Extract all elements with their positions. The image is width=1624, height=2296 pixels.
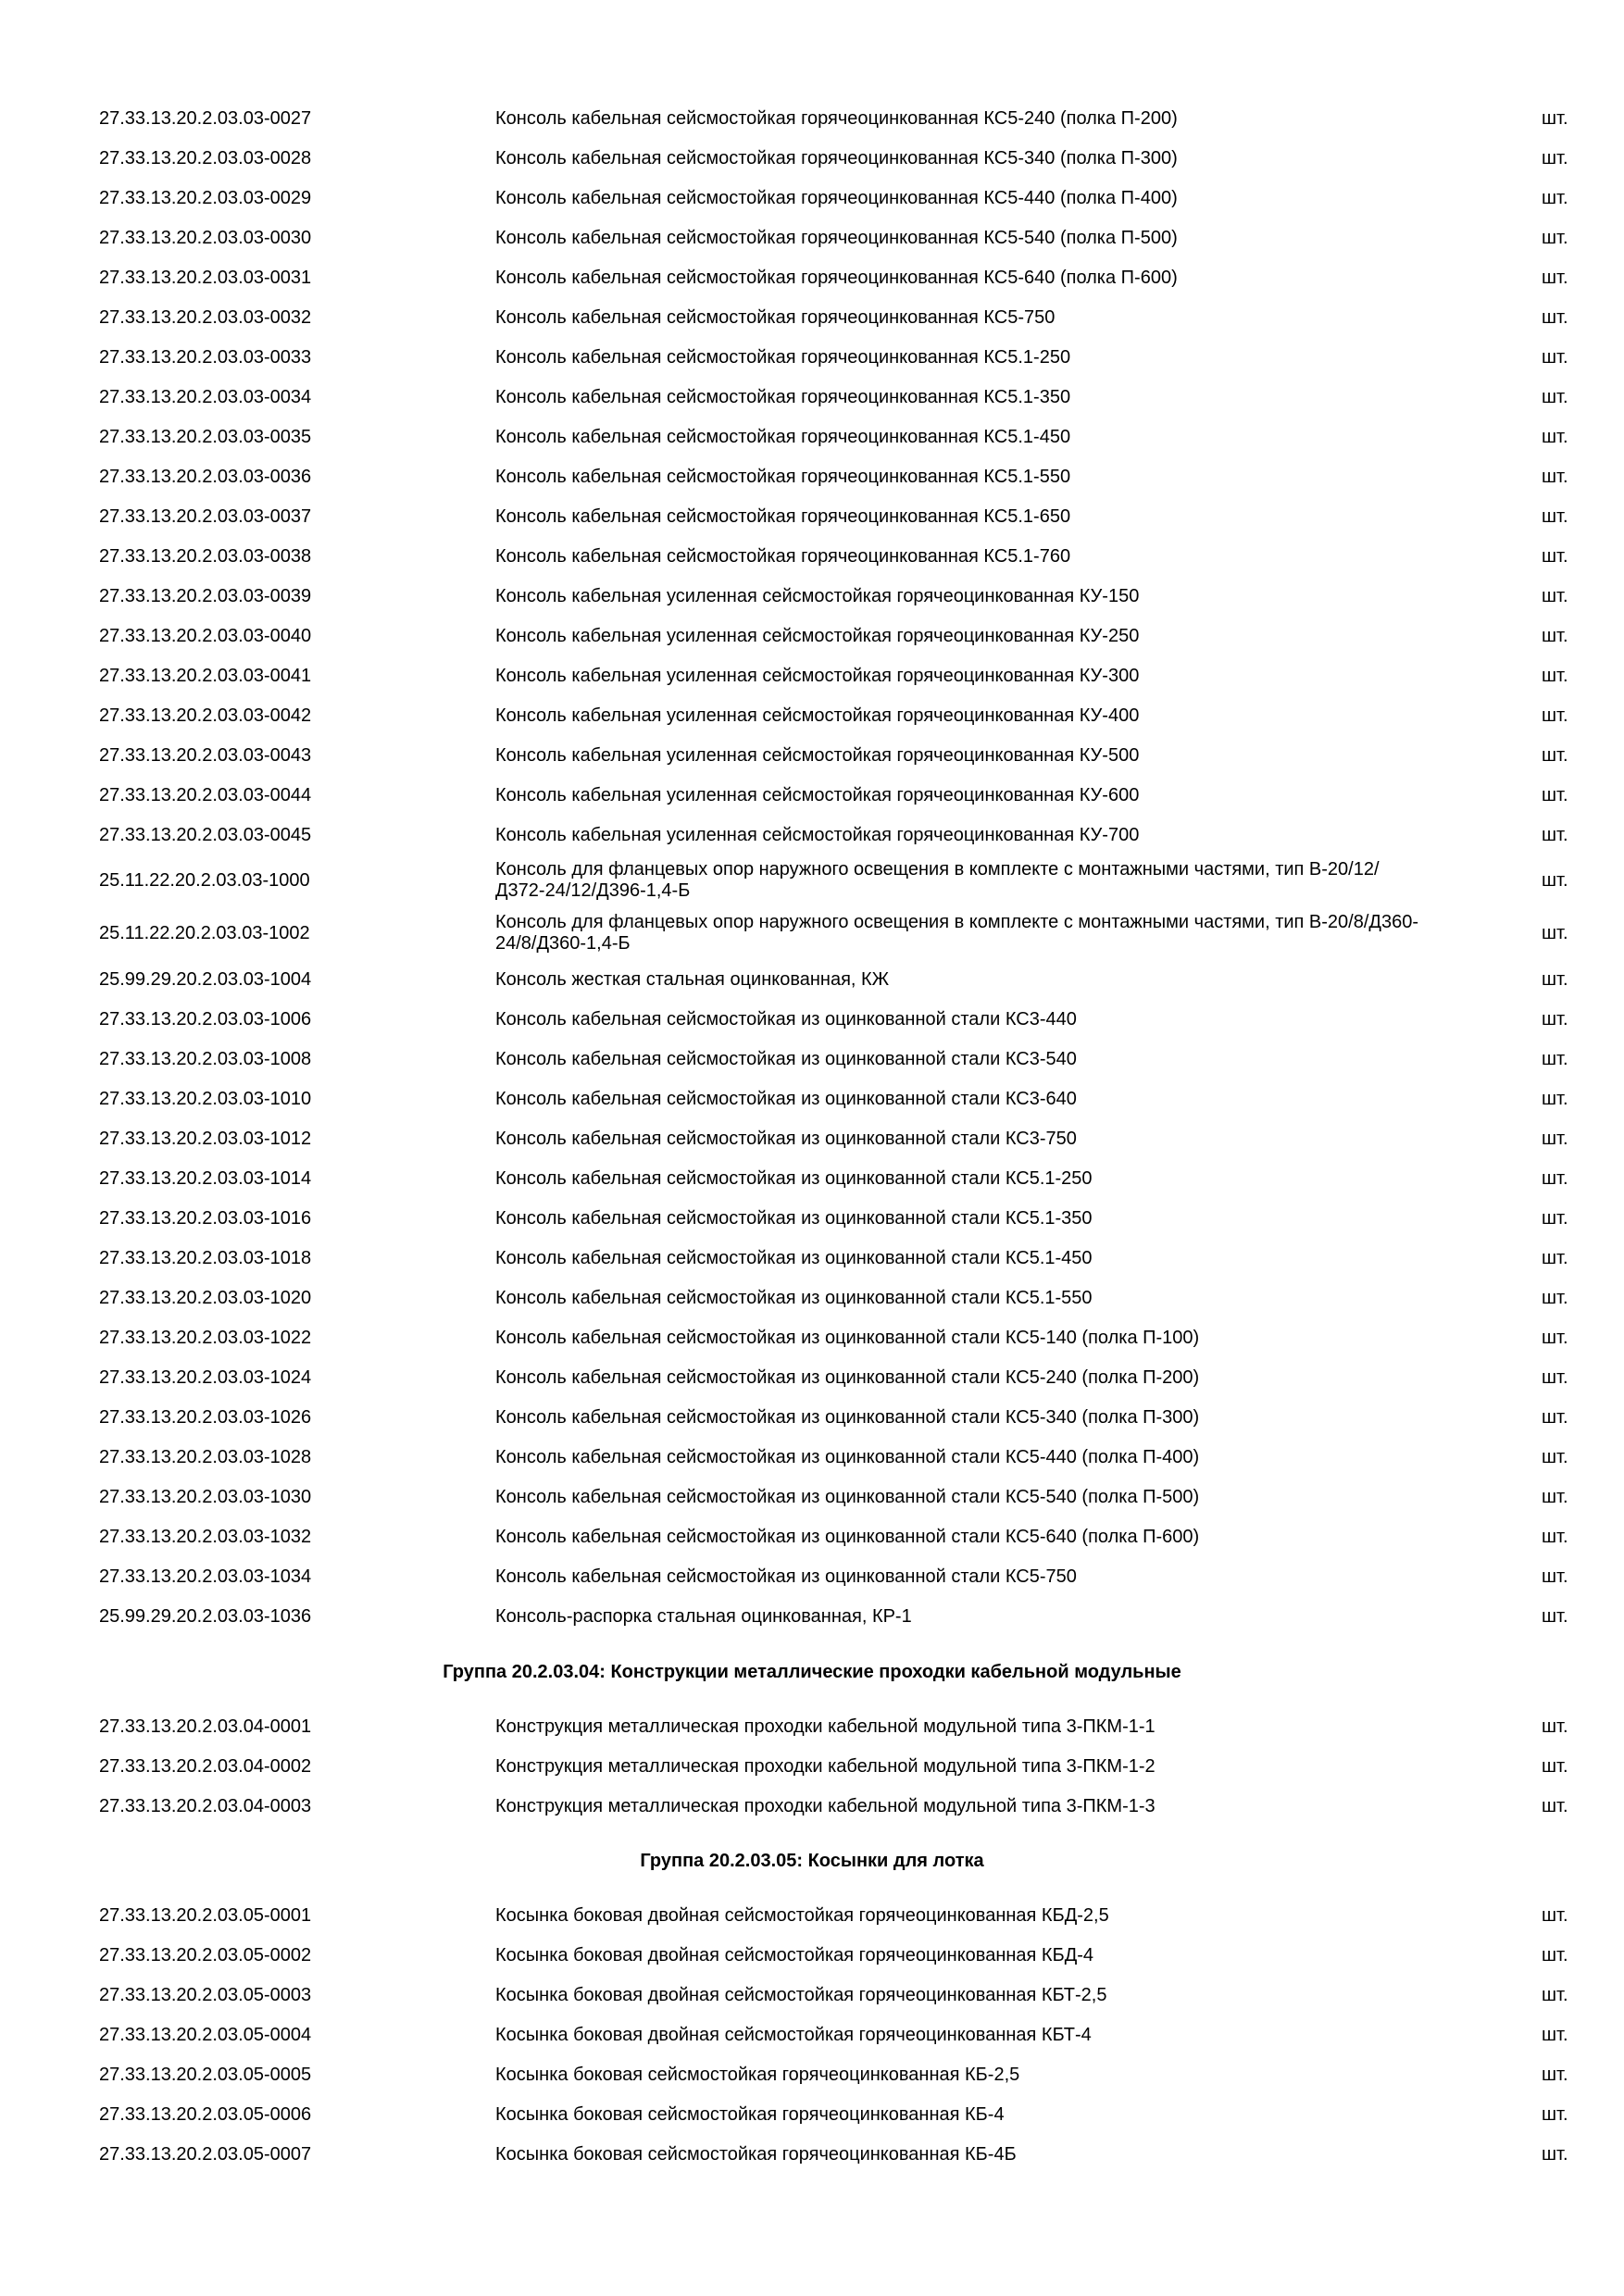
- item-unit: шт.: [1542, 870, 1568, 891]
- item-code: 27.33.13.20.2.03.05-0001: [99, 1905, 312, 1926]
- item-unit: шт.: [1542, 1527, 1568, 1547]
- item-code: 27.33.13.20.2.03.03-0030: [99, 228, 312, 248]
- item-code: 27.33.13.20.2.03.03-1014: [99, 1168, 312, 1189]
- item-unit: шт.: [1542, 1288, 1568, 1308]
- item-unit: шт.: [1542, 745, 1568, 766]
- item-code: 27.33.13.20.2.03.03-1008: [99, 1049, 312, 1069]
- item-name: Конструкция металлическая проходки кабельной модульной типа 3-ПКМ-1-1: [495, 1716, 1156, 1737]
- item-unit: шт.: [1542, 586, 1568, 606]
- item-code: 27.33.13.20.2.03.03-0031: [99, 268, 312, 288]
- item-name: Консоль кабельная сейсмостойкая из оцинкованной стали КС3-750: [495, 1129, 1077, 1149]
- item-name: Консоль кабельная усиленная сейсмостойкая горячеоцинкованная КУ-500: [495, 745, 1140, 766]
- item-unit: шт.: [1542, 1009, 1568, 1029]
- item-name: Консоль кабельная сейсмостойкая из оцинкованной стали КС5-750: [495, 1566, 1077, 1587]
- item-code: 27.33.13.20.2.03.04-0001: [99, 1716, 312, 1737]
- item-code: 27.33.13.20.2.03.03-0044: [99, 785, 312, 805]
- item-code: 27.33.13.20.2.03.03-0045: [99, 825, 312, 845]
- item-code: 27.33.13.20.2.03.03-0033: [99, 347, 312, 368]
- item-code: 27.33.13.20.2.03.05-0005: [99, 2065, 312, 2085]
- item-unit: шт.: [1542, 1756, 1568, 1777]
- item-unit: шт.: [1542, 387, 1568, 407]
- item-name: Косынка боковая сейсмостойкая горячеоцинкованная КБ-2,5: [495, 2065, 1020, 2085]
- item-name: Консоль кабельная сейсмостойкая горячеоцинкованная КС5-340 (полка П-300): [495, 148, 1178, 168]
- item-name: Консоль кабельная сейсмостойкая горячеоцинкованная КС5-240 (полка П-200): [495, 108, 1178, 129]
- item-unit: шт.: [1542, 1049, 1568, 1069]
- item-unit: шт.: [1542, 268, 1568, 288]
- item-code: 27.33.13.20.2.03.03-0032: [99, 307, 312, 328]
- item-unit: шт.: [1542, 1248, 1568, 1268]
- item-code: 27.33.13.20.2.03.03-1018: [99, 1248, 312, 1268]
- item-code: 27.33.13.20.2.03.05-0007: [99, 2144, 312, 2165]
- item-unit: шт.: [1542, 785, 1568, 805]
- item-name: Консоль кабельная сейсмостойкая из оцинкованной стали КС5-340 (полка П-300): [495, 1407, 1200, 1428]
- item-code: 27.33.13.20.2.03.03-0042: [99, 705, 312, 726]
- item-unit: шт.: [1542, 148, 1568, 168]
- item-name: Консоль кабельная сейсмостойкая из оцинкованной стали КС5-540 (полка П-500): [495, 1487, 1200, 1507]
- item-name: Косынка боковая двойная сейсмостойкая горячеоцинкованная КБТ-4: [495, 2025, 1092, 2045]
- item-unit: шт.: [1542, 1945, 1568, 1965]
- item-code: 27.33.13.20.2.03.03-1020: [99, 1288, 312, 1308]
- item-name: Консоль для фланцевых опор наружного освещения в комплекте с монтажными частями, тип В-20/12/Д372-24/12/Д396-1,4-Б: [495, 859, 1380, 901]
- item-name: Косынка боковая двойная сейсмостойкая горячеоцинкованная КБТ-2,5: [495, 1985, 1107, 2005]
- item-code: 27.33.13.20.2.03.05-0002: [99, 1945, 312, 1965]
- item-unit: шт.: [1542, 467, 1568, 487]
- item-code: 27.33.13.20.2.03.03-1006: [99, 1009, 312, 1029]
- item-code: 27.33.13.20.2.03.03-1026: [99, 1407, 312, 1428]
- item-code: 27.33.13.20.2.03.03-0043: [99, 745, 312, 766]
- item-name: Консоль кабельная сейсмостойкая из оцинкованной стали КС3-640: [495, 1089, 1077, 1109]
- item-unit: шт.: [1542, 1447, 1568, 1467]
- item-name: Консоль жесткая стальная оцинкованная, КЖ: [495, 969, 890, 990]
- item-code: 27.33.13.20.2.03.03-0035: [99, 427, 312, 447]
- item-name: Консоль кабельная сейсмостойкая из оцинкованной стали КС5-440 (полка П-400): [495, 1447, 1200, 1467]
- item-name: Консоль кабельная сейсмостойкая горячеоцинкованная КС5-640 (полка П-600): [495, 268, 1178, 288]
- item-code: 27.33.13.20.2.03.03-0028: [99, 148, 312, 168]
- item-code: 27.33.13.20.2.03.03-1032: [99, 1527, 312, 1547]
- item-name: Конструкция металлическая проходки кабельной модульной типа 3-ПКМ-1-2: [495, 1756, 1156, 1777]
- item-unit: шт.: [1542, 969, 1568, 990]
- item-name: Консоль кабельная сейсмостойкая из оцинкованной стали КС3-540: [495, 1049, 1077, 1069]
- item-unit: шт.: [1542, 923, 1568, 943]
- item-name: Консоль кабельная сейсмостойкая из оцинкованной стали КС5-140 (полка П-100): [495, 1328, 1200, 1348]
- item-name: Консоль кабельная усиленная сейсмостойкая горячеоцинкованная КУ-600: [495, 785, 1140, 805]
- item-name: Консоль кабельная сейсмостойкая из оцинкованной стали КС5.1-550: [495, 1288, 1093, 1308]
- item-name: Консоль кабельная усиленная сейсмостойкая горячеоцинкованная КУ-150: [495, 586, 1140, 606]
- item-unit: шт.: [1542, 1716, 1568, 1737]
- item-code: 27.33.13.20.2.03.03-0040: [99, 626, 312, 646]
- item-code: 25.11.22.20.2.03.03-1000: [99, 870, 310, 891]
- item-unit: шт.: [1542, 347, 1568, 368]
- item-unit: шт.: [1542, 1367, 1568, 1388]
- item-name: Консоль кабельная сейсмостойкая горячеоцинкованная КС5.1-250: [495, 347, 1071, 368]
- item-code: 27.33.13.20.2.03.03-1022: [99, 1328, 312, 1348]
- item-name: Консоль кабельная сейсмостойкая горячеоцинкованная КС5.1-650: [495, 506, 1071, 527]
- item-name: Консоль кабельная усиленная сейсмостойкая горячеоцинкованная КУ-700: [495, 825, 1140, 845]
- item-code: 27.33.13.20.2.03.05-0003: [99, 1985, 312, 2005]
- item-name: Консоль кабельная сейсмостойкая горячеоцинкованная КС5.1-760: [495, 546, 1071, 567]
- item-name: Консоль-распорка стальная оцинкованная, КР-1: [495, 1606, 912, 1627]
- item-unit: шт.: [1542, 188, 1568, 208]
- item-name: Консоль кабельная усиленная сейсмостойкая горячеоцинкованная КУ-400: [495, 705, 1140, 726]
- item-name: Консоль кабельная усиленная сейсмостойкая горячеоцинкованная КУ-250: [495, 626, 1140, 646]
- item-code: 27.33.13.20.2.03.04-0003: [99, 1796, 312, 1816]
- item-code: 27.33.13.20.2.03.03-0039: [99, 586, 312, 606]
- item-name: Консоль кабельная сейсмостойкая горячеоцинкованная КС5.1-450: [495, 427, 1071, 447]
- item-unit: шт.: [1542, 2104, 1568, 2125]
- item-unit: шт.: [1542, 1487, 1568, 1507]
- item-name: Консоль кабельная сейсмостойкая из оцинкованной стали КС5.1-250: [495, 1168, 1093, 1189]
- item-name: Консоль кабельная сейсмостойкая горячеоцинкованная КС5-750: [495, 307, 1056, 328]
- item-unit: шт.: [1542, 1089, 1568, 1109]
- item-name: Консоль кабельная сейсмостойкая из оцинкованной стали КС5-240 (полка П-200): [495, 1367, 1200, 1388]
- item-unit: шт.: [1542, 2144, 1568, 2165]
- item-name: Консоль кабельная сейсмостойкая из оцинкованной стали КС5.1-450: [495, 1248, 1093, 1268]
- item-unit: шт.: [1542, 1985, 1568, 2005]
- item-name: Консоль для фланцевых опор наружного освещения в комплекте с монтажными частями, тип В-20/8/Д360-24/8/Д360-1,4-Б: [495, 912, 1418, 954]
- item-unit: шт.: [1542, 705, 1568, 726]
- item-code: 27.33.13.20.2.03.03-1030: [99, 1487, 312, 1507]
- item-code: 27.33.13.20.2.03.03-0034: [99, 387, 312, 407]
- item-name: Консоль кабельная сейсмостойкая из оцинкованной стали КС3-440: [495, 1009, 1077, 1029]
- item-code: 25.99.29.20.2.03.03-1004: [99, 969, 312, 990]
- item-unit: шт.: [1542, 626, 1568, 646]
- item-name: Консоль кабельная сейсмостойкая горячеоцинкованная КС5-440 (полка П-400): [495, 188, 1178, 208]
- item-unit: шт.: [1542, 1208, 1568, 1229]
- item-code: 27.33.13.20.2.03.05-0004: [99, 2025, 312, 2045]
- item-unit: шт.: [1542, 1129, 1568, 1149]
- item-unit: шт.: [1542, 546, 1568, 567]
- item-unit: шт.: [1542, 666, 1568, 686]
- item-name: Консоль кабельная сейсмостойкая из оцинкованной стали КС5-640 (полка П-600): [495, 1527, 1200, 1547]
- item-code: 27.33.13.20.2.03.03-1012: [99, 1129, 312, 1149]
- item-name: Косынка боковая двойная сейсмостойкая горячеоцинкованная КБД-4: [495, 1945, 1094, 1965]
- item-code: 27.33.13.20.2.03.03-0036: [99, 467, 312, 487]
- item-name: Косынка боковая сейсмостойкая горячеоцинкованная КБ-4: [495, 2104, 1005, 2125]
- item-unit: шт.: [1542, 2025, 1568, 2045]
- item-code: 25.99.29.20.2.03.03-1036: [99, 1606, 312, 1627]
- item-code: 27.33.13.20.2.03.03-1024: [99, 1367, 312, 1388]
- item-unit: шт.: [1542, 228, 1568, 248]
- item-name: Консоль кабельная усиленная сейсмостойкая горячеоцинкованная КУ-300: [495, 666, 1140, 686]
- item-code: 27.33.13.20.2.03.03-1034: [99, 1566, 312, 1587]
- item-unit: шт.: [1542, 1566, 1568, 1587]
- item-code: 27.33.13.20.2.03.03-1028: [99, 1447, 312, 1467]
- item-unit: шт.: [1542, 1407, 1568, 1428]
- item-unit: шт.: [1542, 307, 1568, 328]
- item-name: Косынка боковая двойная сейсмостойкая горячеоцинкованная КБД-2,5: [495, 1905, 1109, 1926]
- item-code: 27.33.13.20.2.03.03-0027: [99, 108, 312, 129]
- item-code: 27.33.13.20.2.03.03-0038: [99, 546, 312, 567]
- item-code: 27.33.13.20.2.03.04-0002: [99, 1756, 312, 1777]
- item-name: Конструкция металлическая проходки кабельной модульной типа 3-ПКМ-1-3: [495, 1796, 1156, 1816]
- item-name: Консоль кабельная сейсмостойкая горячеоцинкованная КС5.1-350: [495, 387, 1071, 407]
- item-code: 27.33.13.20.2.03.05-0006: [99, 2104, 312, 2125]
- item-code: 27.33.13.20.2.03.03-1016: [99, 1208, 312, 1229]
- item-unit: шт.: [1542, 1905, 1568, 1926]
- item-unit: шт.: [1542, 1606, 1568, 1627]
- item-unit: шт.: [1542, 108, 1568, 129]
- item-code: 25.11.22.20.2.03.03-1002: [99, 923, 310, 943]
- item-unit: шт.: [1542, 506, 1568, 527]
- item-unit: шт.: [1542, 1328, 1568, 1348]
- group-heading: Группа 20.2.03.05: Косынки для лотка: [640, 1851, 984, 1871]
- item-code: 27.33.13.20.2.03.03-1010: [99, 1089, 312, 1109]
- group-heading: Группа 20.2.03.04: Конструкции металлические проходки кабельной модульные: [443, 1662, 1181, 1682]
- item-code: 27.33.13.20.2.03.03-0041: [99, 666, 312, 686]
- item-name: Консоль кабельная сейсмостойкая из оцинкованной стали КС5.1-350: [495, 1208, 1093, 1229]
- item-code: 27.33.13.20.2.03.03-0037: [99, 506, 312, 527]
- item-unit: шт.: [1542, 2065, 1568, 2085]
- item-unit: шт.: [1542, 825, 1568, 845]
- item-name: Косынка боковая сейсмостойкая горячеоцинкованная КБ-4Б: [495, 2144, 1017, 2165]
- item-name: Консоль кабельная сейсмостойкая горячеоцинкованная КС5-540 (полка П-500): [495, 228, 1178, 248]
- item-unit: шт.: [1542, 427, 1568, 447]
- item-unit: шт.: [1542, 1796, 1568, 1816]
- item-unit: шт.: [1542, 1168, 1568, 1189]
- item-code: 27.33.13.20.2.03.03-0029: [99, 188, 312, 208]
- item-name: Консоль кабельная сейсмостойкая горячеоцинкованная КС5.1-550: [495, 467, 1071, 487]
